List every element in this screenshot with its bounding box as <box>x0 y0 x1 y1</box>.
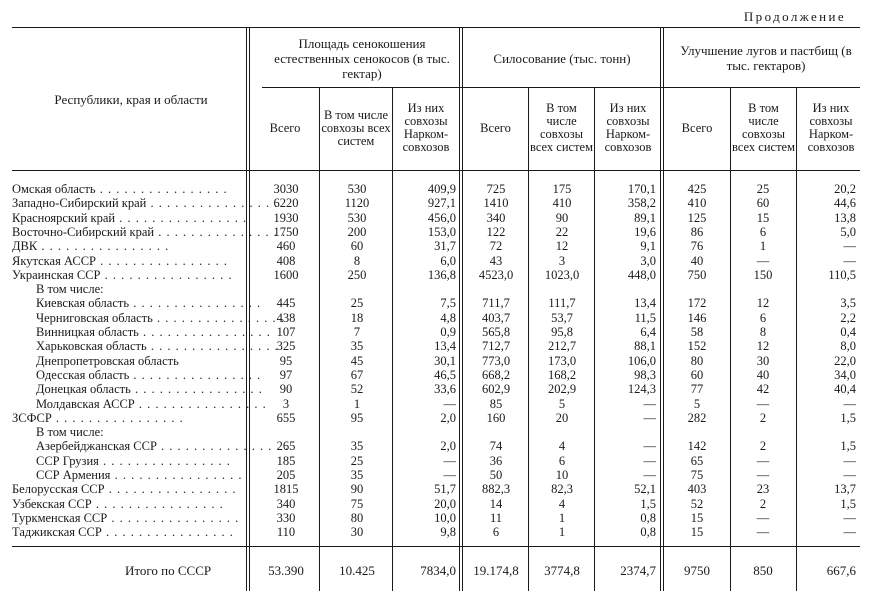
total-cell: 19.174,8 <box>473 563 519 578</box>
row-cell: 160 <box>486 410 506 425</box>
row-cell: 125 <box>687 210 707 225</box>
row-cell: — <box>643 396 656 411</box>
total-label: Итого по СССР <box>125 563 212 578</box>
row-cell: 460 <box>276 239 296 254</box>
row-cell: 4523,0 <box>478 267 514 282</box>
row-cell: 35 <box>350 439 364 454</box>
row-cell: — <box>643 468 656 482</box>
row-cell: 85 <box>489 396 503 411</box>
table-row <box>0 455 870 468</box>
table-row <box>0 226 870 239</box>
total-cell: 7834,0 <box>420 563 456 578</box>
row-cell: — <box>643 439 656 454</box>
row-cell: 9,8 <box>440 525 456 540</box>
total-row <box>0 563 870 579</box>
row-label: Черниговская область . . . <box>36 312 285 325</box>
row-cell: 5 <box>558 396 566 411</box>
row-cell: 22 <box>555 224 569 239</box>
row-cell: 74 <box>489 439 503 454</box>
row-cell: 2,0 <box>440 410 456 425</box>
row-cell: 1 <box>558 510 566 525</box>
table-row <box>0 340 870 353</box>
row-cell: 1,5 <box>640 496 656 511</box>
row-cell: 205 <box>276 468 296 482</box>
g3-narkom-header: Из них совхозы Нарком- совхозов <box>807 101 855 154</box>
continuation-label: Продолжение <box>743 9 846 24</box>
row-cell: 10 <box>555 468 569 482</box>
table-row <box>0 383 870 396</box>
row-cell: 456,0 <box>427 210 456 225</box>
row-cell: 82,3 <box>551 482 573 497</box>
row-cell: 170,1 <box>627 182 656 196</box>
row-cell: — <box>643 410 656 425</box>
g3-all-sovkhoz-header: В том числе совхозы всех систем <box>732 101 795 154</box>
row-label: Одесская область . . . <box>36 369 261 382</box>
row-cell: 173,0 <box>547 353 577 368</box>
row-cell: 340 <box>276 496 296 511</box>
row-cell: 1 <box>353 396 361 411</box>
row-cell: 11,5 <box>634 310 656 325</box>
row-cell: 6,4 <box>640 325 656 339</box>
row-cell: 1750 <box>273 224 299 239</box>
row-cell: — <box>843 510 856 525</box>
table-row <box>0 526 870 539</box>
row-cell: 2,2 <box>840 310 856 325</box>
row-cell: 58 <box>690 325 704 339</box>
row-cell: 25 <box>350 296 364 311</box>
row-cell: 2 <box>759 410 767 425</box>
row-cell: 13,8 <box>834 210 856 225</box>
row-cell: 31,7 <box>434 239 456 254</box>
row-cell: 12 <box>756 296 770 311</box>
row-label: Киевская область . . . <box>36 297 261 310</box>
row-cell: 14 <box>489 496 503 511</box>
row-cell: 45 <box>350 353 364 368</box>
row-cell: 1,5 <box>840 410 856 425</box>
row-cell: 212,7 <box>547 339 577 354</box>
total-cell: 9750 <box>684 563 710 578</box>
row-cell: 35 <box>350 339 364 354</box>
row-cell: 0,9 <box>440 325 456 339</box>
row-cell: 10,0 <box>434 510 456 525</box>
row-cell: 52 <box>690 496 704 511</box>
row-cell: 13,4 <box>434 339 456 354</box>
row-cell: 2 <box>759 496 767 511</box>
row-cell: 250 <box>347 267 367 282</box>
row-cell: 18 <box>350 310 364 325</box>
row-cell: 25 <box>756 182 770 196</box>
row-cell: 40 <box>690 253 704 268</box>
row-cell: 25 <box>350 453 364 468</box>
table-row <box>0 469 870 482</box>
table-row <box>0 283 870 296</box>
table-row <box>0 498 870 511</box>
row-cell: — <box>843 253 856 268</box>
g2-narkom-header: Из них совхозы Нарком- совхозов <box>604 101 652 154</box>
row-label: Украинская ССР . . . <box>12 269 232 282</box>
group1-header: Площадь сенокошения естественных сенокосов (в тыс. гектар) <box>274 35 450 81</box>
row-cell: 1600 <box>273 267 299 282</box>
row-cell: 1,5 <box>840 439 856 454</box>
row-cell: — <box>756 253 770 268</box>
row-label: Харьковская область . . . <box>36 340 279 353</box>
row-cell: 265 <box>276 439 296 454</box>
row-cell: 7 <box>353 325 361 339</box>
row-cell: 6220 <box>273 196 299 211</box>
row-cell: 60 <box>756 196 770 211</box>
row-cell: 1410 <box>483 196 509 211</box>
row-cell: 172 <box>687 296 707 311</box>
row-cell: 23 <box>756 482 770 497</box>
row-label: Якутская АССР . . . <box>12 255 228 268</box>
row-cell: 76 <box>690 239 704 254</box>
total-cell: 667,6 <box>826 563 856 578</box>
row-cell: 65 <box>690 453 704 468</box>
row-cell: 725 <box>486 182 506 196</box>
row-cell: 282 <box>687 410 707 425</box>
row-cell: 152 <box>687 339 707 354</box>
row-cell: 712,7 <box>481 339 511 354</box>
row-cell: 43 <box>489 253 503 268</box>
row-cell: 655 <box>276 410 296 425</box>
row-cell: — <box>756 525 770 540</box>
row-cell: 86 <box>690 224 704 239</box>
total-cell: 10.425 <box>339 563 375 578</box>
group2-header: Силосование (тыс. тонн) <box>493 50 631 66</box>
table-row <box>0 255 870 268</box>
row-cell: — <box>843 453 856 468</box>
row-cell: 882,3 <box>481 482 511 497</box>
row-cell: 5,0 <box>840 224 856 239</box>
row-cell: 15 <box>756 210 770 225</box>
row-cell: 13,7 <box>834 482 856 497</box>
row-cell: 409,9 <box>427 182 456 196</box>
row-cell: 111,7 <box>548 296 576 311</box>
row-cell: 0,8 <box>640 510 656 525</box>
row-cell: 40,4 <box>834 382 856 397</box>
row-cell: 107 <box>276 325 296 339</box>
row-label: Западно-Сибирский край . . . <box>12 197 278 210</box>
row-label: Восточно-Сибирский край . . . <box>12 226 286 239</box>
header-bottom-rule <box>12 170 860 171</box>
row-cell: 530 <box>347 182 367 196</box>
group-header-rule <box>262 87 860 88</box>
row-label: Азербейджанская ССР . . . <box>36 440 289 453</box>
g1-narkom-header: Из них совхозы Нарком- совхозов <box>402 101 450 154</box>
row-cell: 77 <box>690 382 704 397</box>
row-cell: — <box>843 239 856 254</box>
row-label: Белорусская ССР . . . <box>12 483 237 496</box>
table-row <box>0 197 870 210</box>
row-cell: 52 <box>350 382 364 397</box>
row-label: Туркменская ССР . . . <box>12 512 239 525</box>
row-cell: 2 <box>759 439 767 454</box>
row-cell: 15 <box>690 525 704 540</box>
row-cell: — <box>443 396 456 411</box>
row-cell: 200 <box>347 224 367 239</box>
row-cell: 110,5 <box>828 267 856 282</box>
row-cell: 6,0 <box>440 253 456 268</box>
table-row <box>0 426 870 439</box>
row-cell: 425 <box>687 182 707 196</box>
row-cell: 410 <box>687 196 707 211</box>
row-cell: — <box>756 510 770 525</box>
row-cell: 8 <box>759 325 767 339</box>
row-cell: 7,5 <box>440 296 456 311</box>
row-cell: 30 <box>756 353 770 368</box>
table-top-rule <box>12 27 860 28</box>
row-cell: 3 <box>282 396 290 411</box>
row-cell: 136,8 <box>427 267 456 282</box>
row-cell: — <box>756 396 770 411</box>
row-cell: 75 <box>350 496 364 511</box>
row-cell: 30,1 <box>434 353 456 368</box>
row-cell: 44,6 <box>834 196 856 211</box>
row-cell: — <box>443 453 456 468</box>
row-cell: 358,2 <box>627 196 656 211</box>
row-cell: 97 <box>279 367 293 382</box>
row-cell: — <box>843 525 856 540</box>
row-label: Донецкая область . . . <box>36 383 263 396</box>
row-cell: 1,5 <box>840 496 856 511</box>
row-cell: 403,7 <box>481 310 511 325</box>
row-cell: 773,0 <box>481 353 511 368</box>
total-cell: 3774,8 <box>544 563 580 578</box>
row-label: Молдавская АССР . . . <box>36 398 267 411</box>
region-header: Республики, края и области <box>54 91 208 107</box>
table-row <box>0 326 870 339</box>
table-row <box>0 183 870 196</box>
table-row <box>0 355 870 368</box>
row-label: Винницкая область . . . <box>36 326 271 339</box>
row-cell: 9,1 <box>640 239 656 254</box>
row-cell: 1120 <box>344 196 370 211</box>
row-cell: 106,0 <box>627 353 656 368</box>
row-cell: 3030 <box>273 182 299 196</box>
row-cell: 67 <box>350 367 364 382</box>
row-cell: 4,8 <box>440 310 456 325</box>
row-cell: 408 <box>276 253 296 268</box>
row-cell: 89,1 <box>634 210 656 225</box>
row-cell: 4 <box>558 439 566 454</box>
row-cell: 1930 <box>273 210 299 225</box>
g1-total-header: Всего <box>269 120 301 135</box>
row-cell: 1023,0 <box>544 267 580 282</box>
row-cell: 202,9 <box>547 382 577 397</box>
row-cell: 750 <box>687 267 707 282</box>
table-row <box>0 440 870 453</box>
row-cell: 530 <box>347 210 367 225</box>
row-cell: 565,8 <box>481 325 511 339</box>
row-cell: 52,1 <box>634 482 656 497</box>
row-cell: 2,0 <box>440 439 456 454</box>
row-cell: 60 <box>690 367 704 382</box>
row-label: ЗСФСР . . . <box>12 412 184 425</box>
row-cell: 19,6 <box>634 224 656 239</box>
row-cell: 90 <box>279 382 293 397</box>
row-cell: 403 <box>687 482 707 497</box>
row-cell: 51,7 <box>434 482 456 497</box>
row-cell: 72 <box>489 239 503 254</box>
row-cell: 53,7 <box>551 310 573 325</box>
row-cell: 11 <box>489 510 503 525</box>
row-cell: 46,5 <box>434 367 456 382</box>
row-cell: 185 <box>276 453 296 468</box>
row-cell: 3,5 <box>840 296 856 311</box>
row-cell: 13,4 <box>634 296 656 311</box>
row-cell: — <box>843 468 856 482</box>
row-cell: 6 <box>759 224 767 239</box>
row-cell: 0,4 <box>840 325 856 339</box>
row-cell: 12 <box>756 339 770 354</box>
table-row <box>0 240 870 253</box>
group3-header: Улучшение лугов и пастбищ (в тыс. гектаров) <box>680 43 852 73</box>
row-cell: 20 <box>555 410 569 425</box>
row-cell: 22,0 <box>834 353 856 368</box>
row-cell: 40 <box>756 367 770 382</box>
table-row <box>0 269 870 282</box>
row-cell: 110 <box>276 525 296 540</box>
table-row <box>0 297 870 310</box>
row-cell: 98,3 <box>634 367 656 382</box>
row-cell: 50 <box>489 468 503 482</box>
row-cell: 5 <box>693 396 701 411</box>
row-cell: 438 <box>276 310 296 325</box>
row-cell: 75 <box>690 468 704 482</box>
table-row <box>0 512 870 525</box>
row-cell: 142 <box>687 439 707 454</box>
row-cell: — <box>443 468 456 482</box>
row-cell: 602,9 <box>481 382 511 397</box>
row-cell: 80 <box>350 510 364 525</box>
row-cell: 146 <box>687 310 707 325</box>
row-label: Омская область . . . <box>12 183 228 196</box>
row-cell: 60 <box>350 239 364 254</box>
row-cell: 95,8 <box>551 325 573 339</box>
g2-all-sovkhoz-header: В том числе совхозы всех систем <box>530 101 593 154</box>
row-label: ССР Армения . . . <box>36 469 242 482</box>
row-cell: 20,2 <box>834 182 856 196</box>
total-cell: 2374,7 <box>620 563 656 578</box>
row-label: В том числе: <box>36 425 104 440</box>
total-cell: 850 <box>753 563 773 578</box>
row-cell: 448,0 <box>627 267 656 282</box>
row-cell: 122 <box>486 224 506 239</box>
row-cell: 36 <box>489 453 503 468</box>
row-cell: 42 <box>756 382 770 397</box>
row-label: ССР Грузия . . . <box>36 455 231 468</box>
row-cell: 3,0 <box>640 253 656 268</box>
row-cell: 90 <box>555 210 569 225</box>
row-cell: 3 <box>558 253 566 268</box>
table-row <box>0 412 870 425</box>
row-cell: 12 <box>555 239 569 254</box>
row-label: В том числе: <box>36 282 104 297</box>
table-row <box>0 212 870 225</box>
row-cell: 340 <box>486 210 506 225</box>
row-cell: — <box>643 453 656 468</box>
row-cell: 711,7 <box>482 296 510 311</box>
row-cell: 410 <box>552 196 572 211</box>
row-cell: — <box>843 396 856 411</box>
row-cell: 330 <box>276 510 296 525</box>
row-cell: — <box>756 453 770 468</box>
row-cell: 34,0 <box>834 367 856 382</box>
row-cell: 30 <box>350 525 364 540</box>
row-cell: 95 <box>350 410 364 425</box>
row-cell: 1 <box>759 239 767 254</box>
row-cell: 6 <box>558 453 566 468</box>
table-row <box>0 483 870 496</box>
row-cell: 153,0 <box>427 224 456 239</box>
row-label: Таджикская ССР . . . <box>12 526 234 539</box>
row-cell: 8 <box>353 253 361 268</box>
row-label: Узбекская ССР . . . <box>12 498 224 511</box>
row-cell: 445 <box>276 296 296 311</box>
row-cell: 8,0 <box>840 339 856 354</box>
total-cell: 53.390 <box>268 563 304 578</box>
g1-all-sovkhoz-header: В том числе совхозы всех систем <box>321 107 391 148</box>
row-label: Днепропетровская область <box>36 353 179 368</box>
row-cell: 0,8 <box>640 525 656 540</box>
total-top-rule <box>12 546 860 547</box>
row-cell: 124,3 <box>627 382 656 397</box>
row-cell: 1815 <box>273 482 299 497</box>
table-row <box>0 312 870 325</box>
row-cell: 325 <box>276 339 296 354</box>
row-label: ДВК . . . <box>12 240 169 253</box>
row-cell: 4 <box>558 496 566 511</box>
row-cell: 6 <box>759 310 767 325</box>
g2-total-header: Всего <box>480 120 511 135</box>
row-cell: 35 <box>350 468 364 482</box>
table-row <box>0 398 870 411</box>
row-cell: 95 <box>279 353 293 368</box>
row-cell: 80 <box>690 353 704 368</box>
row-cell: 150 <box>753 267 773 282</box>
row-cell: 20,0 <box>434 496 456 511</box>
g3-total-header: Всего <box>681 120 713 135</box>
row-label: Красноярский край . . . <box>12 212 247 225</box>
row-cell: 927,1 <box>427 196 456 211</box>
row-cell: 88,1 <box>634 339 656 354</box>
table-row <box>0 369 870 382</box>
row-cell: 168,2 <box>547 367 577 382</box>
row-cell: — <box>756 468 770 482</box>
row-cell: 33,6 <box>434 382 456 397</box>
row-cell: 90 <box>350 482 364 497</box>
row-cell: 6 <box>492 525 500 540</box>
row-cell: 668,2 <box>481 367 511 382</box>
row-cell: 15 <box>690 510 704 525</box>
row-cell: 1 <box>558 525 566 540</box>
row-cell: 175 <box>552 182 572 196</box>
